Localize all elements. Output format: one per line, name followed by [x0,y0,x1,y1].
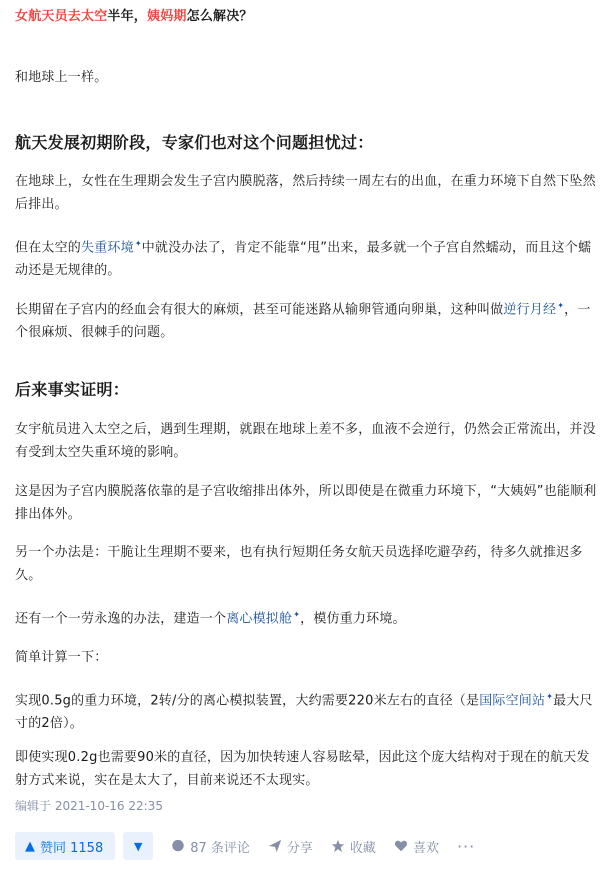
comments-button[interactable] [171,837,250,856]
paragraph-5: 女宇航员进入太空之后，遇到生理期，就跟在地球上差不多，血液不会逆行，仍然会正常流出，并没有受到太空失重环境的影响。 [15,422,596,460]
paragraph-4-text-b: ，一个很麻烦、很棘手的问题。 [15,302,591,341]
link-weightlessness[interactable]: 失重环境 [81,240,134,256]
paragraph-6: 这是因为子宫内膜脱落依靠的是子宫收缩排出体外，所以即使是在微重力环境下，“大姨妈”也能顺利排出体外。 [15,484,597,522]
heart-icon [394,839,408,853]
heading-1: 航天发展初期阶段，专家们也对这个问题担忧过： [15,133,374,152]
paragraph-10-text-b: 最大尺寸的2倍）。 [15,693,593,732]
paragraph-7: 另一个办法是：干脆让生理期不要来，也有执行短期任务女航天员选择吃避孕药，待多久就推迟多久。 [15,545,583,583]
paragraph-9: 简单计算一下： [15,650,108,665]
link-retrograde-menstruation[interactable]: 逆行月经 [503,302,557,318]
paragraph-8-text-b: ，模仿重力环境。 [300,611,406,627]
paragraph-8 [15,603,600,630]
comment-icon [171,839,185,853]
title-highlight-1: 女航天员去太空 [15,9,108,24]
favorite-button[interactable] [331,837,376,856]
sparkle-icon: ✦ [134,239,142,248]
paragraph-2: 在地球上，女性在生理期会发生子宫内膜脱落，然后持续一周左右的出血，在重力环境下自然下坠然后排出。 [15,174,596,212]
downvote-button[interactable] [123,832,153,860]
star-icon [331,839,345,853]
link-iss[interactable]: 国际空间站 [479,693,546,709]
comments-label: 87 条评论 [190,840,250,856]
title-text-2: 怎么解决？ [186,9,253,24]
title-highlight-2: 姨妈期 [147,9,187,24]
heading-2: 后来事实证明： [15,380,130,399]
share-button[interactable] [268,837,313,856]
more-options-button[interactable]: ··· [456,836,476,856]
paragraph-3-text-a: 但在太空的 [15,240,82,256]
share-icon [268,839,282,853]
paragraph-3-text-b: 中就没办法了，肯定不能靠“甩”出来，最多就一个子宫自然蠕动，而且这个蠕动还是无规律的。 [15,240,592,279]
paragraph-4 [15,294,600,344]
paragraph-4-text-a: 长期留在子宫内的经血会有很大的麻烦，甚至可能迷路从输卵管通向卵巢，这种叫做 [15,302,504,318]
like-label: 喜欢 [412,840,439,856]
triangle-down-icon: ▼ [133,839,143,853]
edited-time[interactable]: 编辑于 2021-10-16 22:35 [15,799,163,813]
paragraph-10-text-a: 实现0.5g的重力环境，2转/分的离心模拟装置，大约需要220米左右的直径（是 [15,693,480,709]
paragraph-1: 和地球上一样。 [15,70,108,85]
link-centrifuge-module[interactable]: 离心模拟舱 [226,611,293,627]
paragraph-11: 即使实现0.2g也需要90米的直径，因为加快转速人容易眩晕，因此这个庞大结构对于现在的航天发射方式来说，实在是太大了，目前来说还不太现实。 [15,750,590,788]
share-label: 分享 [286,840,313,856]
sparkle-icon: ✦ [546,692,554,701]
action-bar [15,832,600,860]
upvote-label: 赞同 1158 [40,840,104,856]
paragraph-3 [15,232,600,282]
like-button[interactable] [394,837,439,856]
question-title[interactable] [15,5,253,24]
title-text-1: 半年， [107,9,148,24]
upvote-button[interactable] [15,832,115,860]
sparkle-icon: ✦ [557,301,565,310]
paragraph-10 [15,685,600,735]
sparkle-icon: ✦ [293,610,301,619]
paragraph-8-text-a: 还有一个一劳永逸的办法，建造一个 [15,611,227,627]
triangle-up-icon: ▲ [25,838,35,854]
favorite-label: 收藏 [349,840,376,856]
